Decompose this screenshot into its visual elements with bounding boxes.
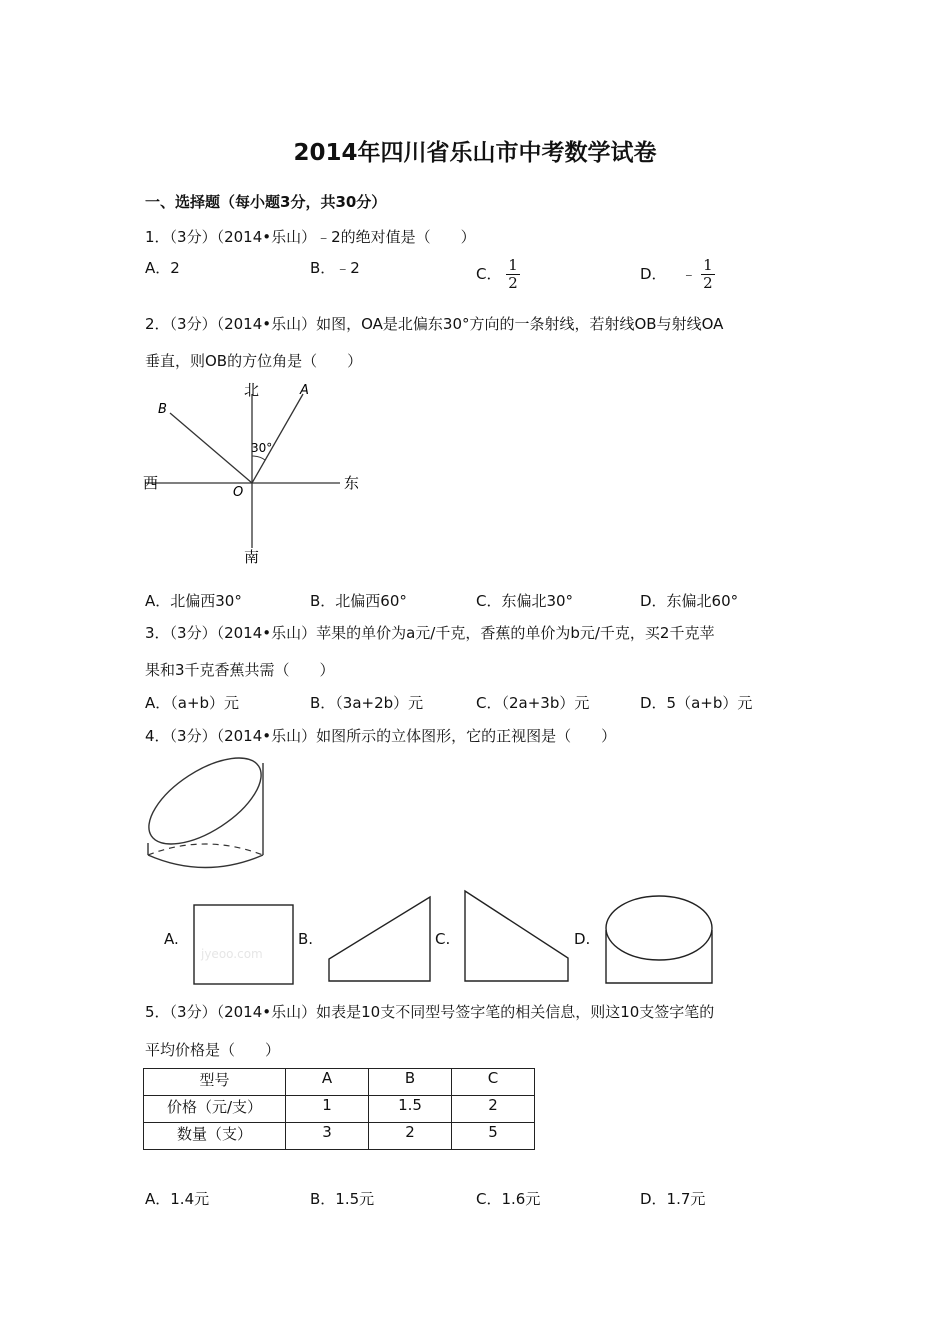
table-cell: 2 — [452, 1096, 535, 1123]
ray-oa — [252, 394, 303, 483]
point-b-label: B — [158, 402, 167, 417]
q5-option-b: B．1.5元 — [310, 1190, 375, 1208]
north-label: 北 — [244, 381, 260, 399]
question-5-line-2: 平均价格是（ ） — [145, 1041, 281, 1059]
fraction-numerator: 1 — [703, 256, 713, 274]
table-cell: 价格（元/支） — [144, 1096, 286, 1123]
fraction-numerator: 1 — [508, 256, 518, 274]
rectangle-body — [606, 930, 712, 983]
table-cell: 数量（支） — [144, 1123, 286, 1150]
table-header-cell: A — [286, 1069, 369, 1096]
point-a-label: A — [300, 383, 309, 398]
q1-option-d-sign: ﹣ — [681, 265, 697, 283]
table-cell: 1 — [286, 1096, 369, 1123]
q3-option-c: C．（2a+3b）元 — [476, 694, 590, 712]
q4-option-b-shape — [326, 894, 434, 984]
solid-figure — [142, 755, 272, 875]
q1-option-c-fraction — [506, 257, 520, 292]
point-o-label: O — [233, 485, 244, 500]
q1-option-a: A．2 — [145, 259, 180, 277]
q3-option-b: B．（3a+2b）元 — [310, 694, 424, 712]
q4-option-c-label: C. — [435, 930, 451, 948]
q1-option-c-label: C． — [476, 265, 502, 283]
base-hidden-arc — [148, 844, 263, 855]
angle-label: 30° — [251, 441, 273, 455]
west-label: 西 — [143, 474, 159, 492]
south-label: 南 — [244, 548, 260, 566]
exam-title: 2014年四川省乐山市中考数学试卷 — [293, 140, 657, 166]
q4-option-d-shape — [601, 890, 717, 986]
q2-option-a: A．北偏西30° — [145, 592, 242, 610]
question-2-line-2: 垂直，则OB的方位角是（ ） — [145, 352, 363, 370]
pen-info-table — [143, 1068, 535, 1150]
watermark: jyeoo.com — [201, 947, 263, 961]
q1-option-d-label: D． — [640, 265, 667, 283]
table-header-cell: B — [369, 1069, 452, 1096]
question-2-line-1: 2．（3分）（2014•乐山）如图，OA是北偏东30°方向的一条射线，若射线OB与射线OA — [145, 315, 724, 333]
q2-option-d: D．东偏北60° — [640, 592, 739, 610]
q4-option-d-label: D. — [574, 930, 591, 948]
table-header-row — [144, 1069, 535, 1096]
q2-option-c: C．东偏北30° — [476, 592, 574, 610]
top-ellipse — [606, 896, 712, 960]
q5-option-d: D．1.7元 — [640, 1190, 706, 1208]
q4-option-c-shape — [462, 888, 572, 984]
q5-option-a: A．1.4元 — [145, 1190, 210, 1208]
q4-option-a-label: A. — [164, 930, 179, 948]
question-5-line-1: 5．（3分）（2014•乐山）如表是10支不同型号签字笔的相关信息，则这10支签字笔的 — [145, 1003, 715, 1021]
q1-option-b: B．﹣2 — [310, 259, 360, 277]
table-header-cell: C — [452, 1069, 535, 1096]
q4-option-b-label: B. — [298, 930, 314, 948]
q5-option-c: C．1.6元 — [476, 1190, 541, 1208]
angle-arc — [252, 456, 265, 460]
q4-option-a-square — [193, 904, 295, 986]
base-front-arc — [148, 855, 263, 868]
fraction-denominator: 2 — [703, 274, 713, 292]
table-row — [144, 1096, 535, 1123]
trapezoid-right-high — [329, 897, 430, 981]
question-1-stem: 1．（3分）（2014•乐山）﹣2的绝对值是（ ） — [145, 228, 476, 246]
question-3-line-2: 果和3千克香蕉共需（ ） — [145, 661, 335, 679]
east-label: 东 — [344, 474, 360, 492]
table-header-cell: 型号 — [144, 1069, 286, 1096]
fraction-denominator: 2 — [508, 274, 518, 292]
q1-option-d-fraction — [701, 257, 715, 292]
square-shape — [194, 905, 293, 984]
compass-figure — [140, 376, 370, 571]
table-row — [144, 1123, 535, 1150]
table-cell: 1.5 — [369, 1096, 452, 1123]
q2-option-b: B．北偏西60° — [310, 592, 407, 610]
question-3-line-1: 3．（3分）（2014•乐山）苹果的单价为a元/千克，香蕉的单价为b元/千克，买2千克苹 — [145, 624, 715, 642]
q3-option-d: D．5（a+b）元 — [640, 694, 753, 712]
section-heading: 一、选择题（每小题3分，共30分） — [145, 193, 387, 211]
question-4-stem: 4．（3分）（2014•乐山）如图所示的立体图形，它的正视图是（ ） — [145, 727, 617, 745]
table-cell: 2 — [369, 1123, 452, 1150]
table-cell: 3 — [286, 1123, 369, 1150]
trapezoid-left-high — [465, 891, 568, 981]
slanted-top-ellipse — [142, 755, 272, 861]
q3-option-a: A．（a+b）元 — [145, 694, 240, 712]
ray-ob — [170, 413, 252, 483]
q1-option-c — [476, 257, 520, 292]
table-cell: 5 — [452, 1123, 535, 1150]
q1-option-d — [640, 257, 715, 292]
